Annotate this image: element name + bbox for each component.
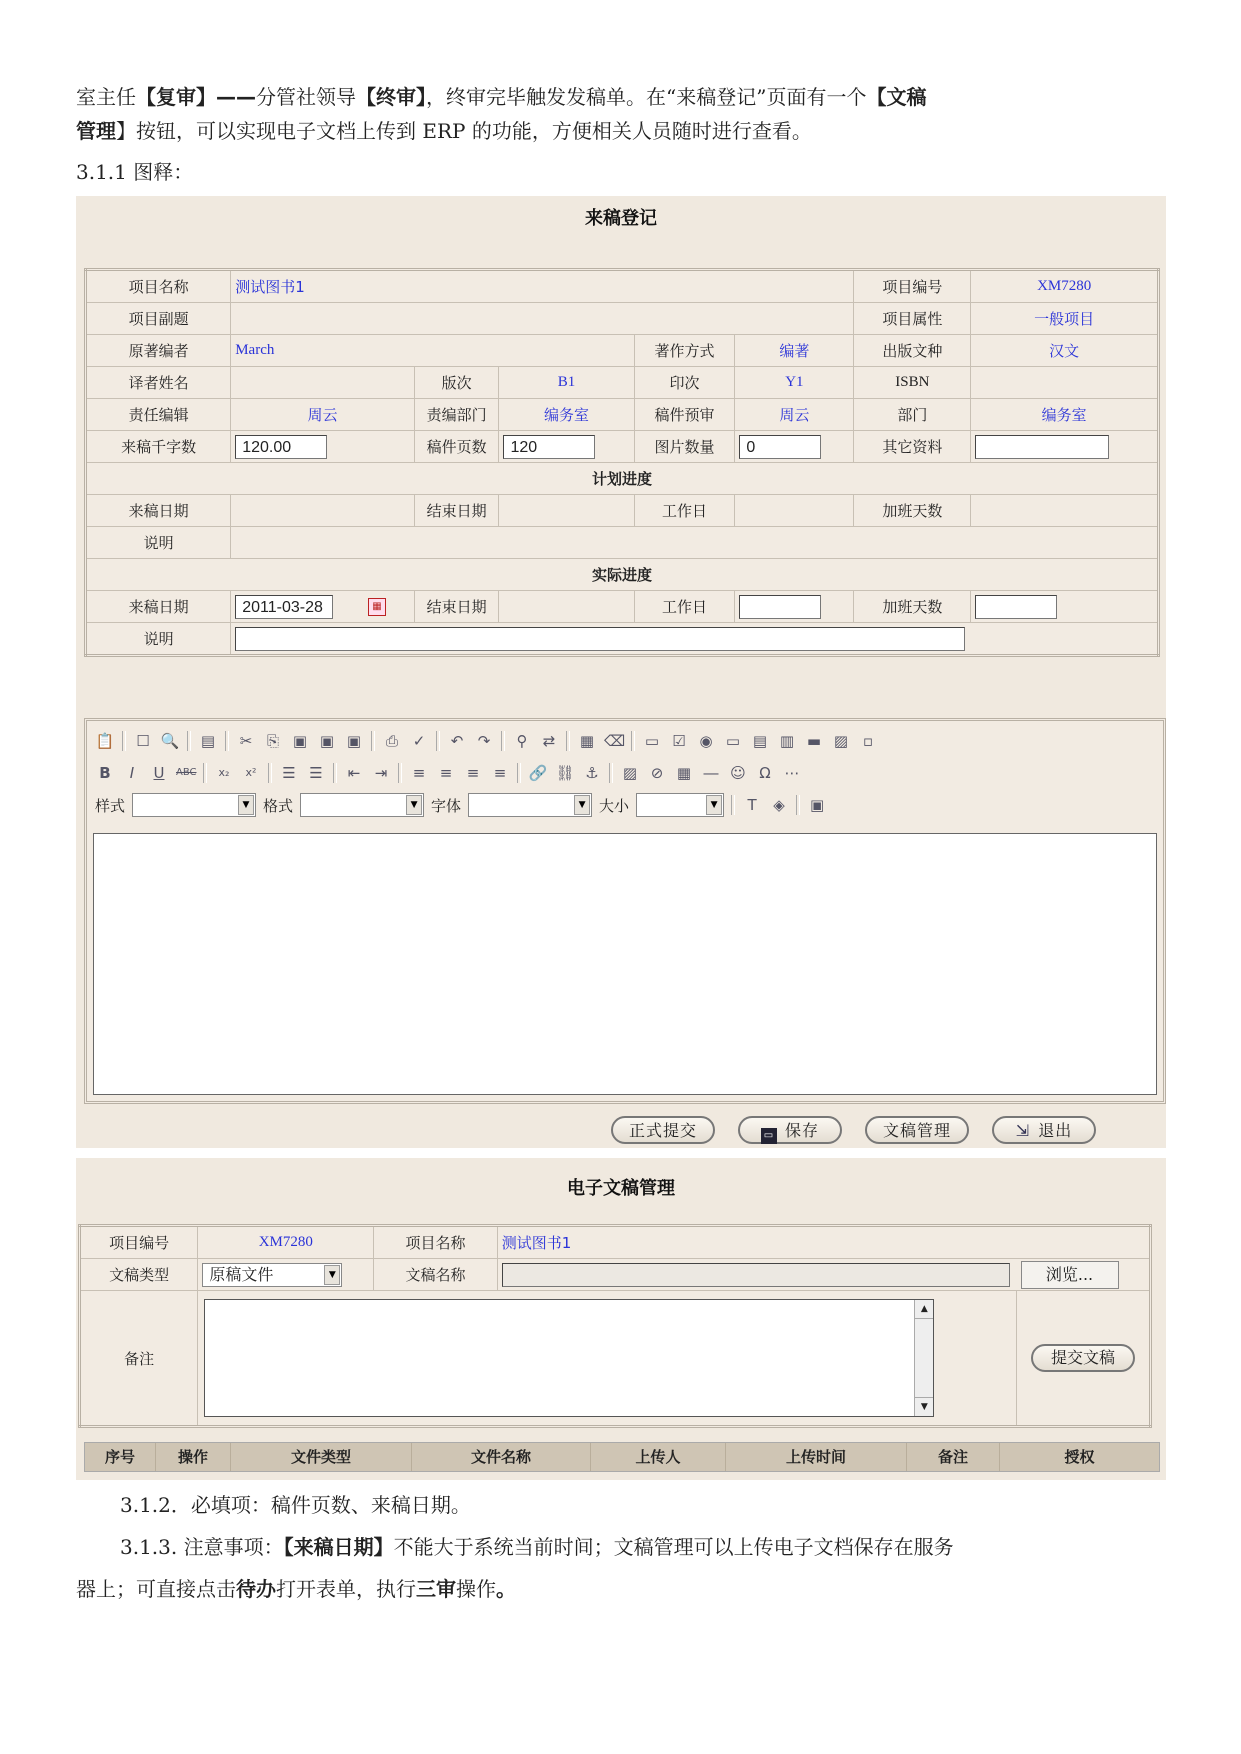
editor-content-area[interactable]: [93, 833, 1157, 1095]
manage-title: 电子文稿管理: [567, 1178, 675, 1199]
dept: 编务室: [971, 399, 1159, 431]
page-break-icon[interactable]: ⋯: [784, 764, 800, 782]
scroll-up-icon[interactable]: ▲: [915, 1300, 933, 1319]
actual-note-input[interactable]: [235, 627, 965, 651]
column-header: 上传人: [591, 1443, 726, 1471]
outdent-icon[interactable]: ⇤: [347, 764, 361, 782]
figure-caption: 3.1.1 图释：: [76, 160, 194, 184]
label: 备注: [80, 1291, 198, 1427]
actual-date-input[interactable]: 2011-03-28: [235, 595, 333, 619]
paste-special-icon[interactable]: ▣: [346, 732, 362, 750]
form-icon[interactable]: ▭: [644, 732, 660, 750]
print-icon[interactable]: ⎙: [385, 732, 398, 750]
image-button-icon[interactable]: ▨: [833, 732, 849, 750]
save-button[interactable]: [738, 1116, 842, 1144]
intro-text: ，终审完毕触发发稿单。在“来稿登记”页面有一个: [426, 85, 867, 109]
plan-end-value: [499, 495, 634, 527]
textfield-icon[interactable]: ▭: [725, 732, 741, 750]
manage-docs-button[interactable]: 文稿管理: [865, 1116, 969, 1144]
save-label: 保存: [784, 1121, 819, 1140]
required-fields-note: 3.1.2．必填项：稿件页数、来稿日期。: [120, 1493, 471, 1517]
size-select[interactable]: [636, 793, 724, 817]
style-select[interactable]: [132, 793, 256, 817]
actual-overtime-input[interactable]: [975, 595, 1057, 619]
editor-dept: 编务室: [499, 399, 634, 431]
source-icon[interactable]: ▣: [809, 796, 825, 814]
label: 说明: [86, 623, 231, 656]
label: 印次: [634, 367, 735, 399]
copy-icon[interactable]: ⎘: [266, 732, 279, 750]
notes-bold: 。: [496, 1577, 516, 1601]
project-name: 测试图书1: [231, 270, 854, 303]
label: 责编部门: [414, 399, 499, 431]
column-header: 文件类型: [231, 1443, 412, 1471]
paste-text-icon[interactable]: ▣: [292, 732, 308, 750]
label: 结束日期: [414, 495, 499, 527]
template-icon[interactable]: ▤: [200, 732, 216, 750]
manage-project-name: 测试图书1: [497, 1226, 1150, 1259]
plan-overtime-value: [971, 495, 1159, 527]
image-icon[interactable]: ▨: [622, 764, 638, 782]
column-header: 文件名称: [412, 1443, 591, 1471]
project-attr: 一般项目: [971, 303, 1159, 335]
label: 来稿千字数: [86, 431, 231, 463]
label: 责任编辑: [86, 399, 231, 431]
replace-icon[interactable]: ⇄: [542, 732, 556, 750]
label: 稿件页数: [414, 431, 499, 463]
chevron-down-icon: ▼: [324, 1265, 340, 1285]
language: 汉文: [971, 335, 1159, 367]
actual-end-value: [499, 591, 634, 623]
column-header: 序号: [85, 1443, 156, 1471]
label: 项目副题: [86, 303, 231, 335]
rule-icon[interactable]: ―: [703, 764, 719, 782]
label: 项目编号: [80, 1226, 198, 1259]
label: 结束日期: [414, 591, 499, 623]
bg-color-icon[interactable]: ◈: [773, 796, 785, 814]
pages-input[interactable]: 120: [503, 435, 595, 459]
plan-date-value: [231, 495, 415, 527]
exit-label: 退出: [1038, 1121, 1073, 1140]
editor-toolbar-row-3: [95, 791, 827, 819]
label: 来稿日期: [86, 591, 231, 623]
style-label: 样式: [95, 796, 126, 815]
chevron-down-icon: ▼: [574, 795, 590, 815]
label: 译者姓名: [86, 367, 231, 399]
notes-bold: 待办: [236, 1577, 276, 1601]
actual-section: 实际进度: [86, 559, 1159, 591]
editor-toolbar-row-2: [95, 759, 802, 787]
label: 工作日: [634, 495, 735, 527]
label: 著作方式: [634, 335, 735, 367]
unlink-icon[interactable]: ⛓: [555, 764, 575, 782]
label: 原著编者: [86, 335, 231, 367]
intro-bold: 【复审】——: [136, 85, 256, 109]
ordered-list-icon[interactable]: ☰: [282, 764, 296, 782]
label: 加班天数: [854, 495, 971, 527]
column-header: 上传时间: [726, 1443, 907, 1471]
undo-icon[interactable]: ↶: [450, 732, 464, 750]
table-icon[interactable]: ▦: [676, 764, 692, 782]
label: 项目编号: [854, 270, 971, 303]
indent-icon[interactable]: ⇥: [374, 764, 388, 782]
new-page-icon[interactable]: ☐: [136, 732, 150, 750]
align-left-icon[interactable]: ≡: [412, 764, 426, 782]
redo-icon[interactable]: ↷: [477, 732, 491, 750]
label: 来稿日期: [86, 495, 231, 527]
submit-button[interactable]: 正式提交: [611, 1116, 715, 1144]
isbn-value: [971, 367, 1159, 399]
prereview: 周云: [735, 399, 854, 431]
underline-icon[interactable]: U: [153, 764, 165, 782]
format-select[interactable]: [300, 793, 424, 817]
notes-text: 器上；可直接点击: [76, 1577, 236, 1601]
font-select[interactable]: [468, 793, 592, 817]
label: 文稿类型: [80, 1259, 198, 1291]
justify-icon[interactable]: ≡: [493, 764, 507, 782]
manage-form: [78, 1224, 1152, 1428]
strike-icon[interactable]: ABC: [176, 767, 197, 778]
label: 版次: [414, 367, 499, 399]
smiley-icon[interactable]: ☺: [730, 764, 746, 782]
hidden-field-icon[interactable]: ▫: [862, 732, 874, 750]
label: 说明: [86, 527, 231, 559]
radio-icon[interactable]: ◉: [699, 732, 713, 750]
exit-icon: ⇲: [1015, 1121, 1031, 1140]
label: 其它资料: [854, 431, 971, 463]
paste-icon[interactable]: 📋: [95, 732, 115, 750]
plan-workday-value: [735, 495, 854, 527]
chevron-down-icon: ▼: [406, 795, 422, 815]
chevron-down-icon: ▼: [706, 795, 722, 815]
other-input[interactable]: [975, 435, 1109, 459]
label: 出版文种: [854, 335, 971, 367]
label: 项目名称: [374, 1226, 497, 1259]
label: 稿件预审: [634, 399, 735, 431]
column-header: 授权: [1064, 1448, 1095, 1466]
format-label: 格式: [263, 796, 294, 815]
intro-text: 室主任: [76, 85, 136, 109]
plan-section: 计划进度: [86, 463, 1159, 495]
exit-button[interactable]: [992, 1116, 1096, 1144]
bold-icon[interactable]: B: [99, 764, 111, 782]
doc-type-value: 原稿文件: [209, 1264, 274, 1284]
italic-icon[interactable]: I: [129, 764, 135, 782]
align-center-icon[interactable]: ≡: [439, 764, 453, 782]
notes-text: 打开表单，执行: [276, 1577, 416, 1601]
label: 文稿名称: [374, 1259, 497, 1291]
notes-line-1: [120, 1530, 1170, 1564]
bullet-list-icon[interactable]: ☰: [309, 764, 323, 782]
subscript-icon[interactable]: x₂: [218, 766, 230, 779]
authorship: 编著: [735, 335, 854, 367]
label: 项目属性: [854, 303, 971, 335]
intro-text: 】按钮，可以实现电子文档上传到 ERP 的功能，方便相关人员随时进行查看。: [116, 119, 812, 143]
editor: 周云: [231, 399, 415, 431]
font-label: 字体: [431, 796, 462, 815]
intro-text: 分管社领导: [256, 85, 356, 109]
paste-word-icon[interactable]: ▣: [319, 732, 335, 750]
scroll-down-icon[interactable]: ▼: [915, 1397, 933, 1416]
translator-value: [231, 367, 415, 399]
doc-type-select[interactable]: [202, 1263, 342, 1287]
notes-text: 3.1.3. 注意事项：: [120, 1535, 284, 1559]
column-header: 操作: [156, 1443, 231, 1471]
chevron-down-icon: ▼: [238, 795, 254, 815]
size-label: 大小: [599, 796, 630, 815]
floppy-disk-icon: ▭: [761, 1128, 777, 1144]
notes-line-2: [76, 1572, 1166, 1606]
column-header: 备注: [907, 1443, 1000, 1471]
label: 加班天数: [854, 591, 971, 623]
registration-form: [84, 268, 1160, 657]
textarea-icon[interactable]: ▤: [752, 732, 768, 750]
intro-line-2: [76, 114, 1166, 148]
actual-workday-input[interactable]: [739, 595, 821, 619]
notes-bold: 三审: [416, 1577, 456, 1601]
cut-icon[interactable]: ✂: [239, 732, 253, 750]
file-list-header: [84, 1442, 1160, 1472]
intro-bold: 管理: [76, 119, 116, 143]
edition: B1: [499, 367, 634, 399]
notes-text: 操作: [456, 1577, 496, 1601]
print-run: Y1: [735, 367, 854, 399]
select-all-icon[interactable]: ▦: [579, 732, 595, 750]
subtitle-value: [231, 303, 854, 335]
preview-icon[interactable]: 🔍: [160, 732, 180, 750]
doc-name-input[interactable]: [502, 1263, 1010, 1287]
remark-textarea[interactable]: [204, 1299, 934, 1417]
submit-doc-button[interactable]: 提交文稿: [1031, 1344, 1135, 1372]
align-right-icon[interactable]: ≡: [466, 764, 480, 782]
select-icon[interactable]: ▥: [779, 732, 795, 750]
checkbox-icon[interactable]: ☑: [672, 732, 686, 750]
notes-text: 不能大于系统当前时间；文稿管理可以上传电子文档保存在服务: [393, 1535, 954, 1559]
intro-bold: 【终审】: [356, 85, 426, 109]
plan-note-value: [231, 527, 1159, 559]
registration-title: 来稿登记: [585, 208, 657, 229]
intro-bold: 【文稿: [866, 85, 927, 109]
find-icon[interactable]: ⚲: [516, 732, 528, 750]
text-color-icon[interactable]: T: [747, 796, 757, 814]
anchor-icon[interactable]: ⚓: [585, 764, 599, 782]
manage-project-no: XM7280: [198, 1226, 374, 1259]
label: ISBN: [854, 367, 971, 399]
spellcheck-icon[interactable]: ✓: [412, 732, 426, 750]
label: 项目名称: [86, 270, 231, 303]
images-input[interactable]: 0: [739, 435, 821, 459]
label: 部门: [854, 399, 971, 431]
project-no: XM7280: [971, 270, 1159, 303]
flash-icon[interactable]: ⊘: [650, 764, 664, 782]
special-char-icon[interactable]: Ω: [759, 764, 771, 782]
label: 工作日: [634, 591, 735, 623]
browse-button[interactable]: 浏览...: [1021, 1261, 1119, 1289]
author: March: [231, 335, 634, 367]
label: 图片数量: [634, 431, 735, 463]
kchars-input[interactable]: 120.00: [235, 435, 327, 459]
button-icon[interactable]: ▬: [806, 732, 822, 750]
remark-scrollbar[interactable]: [914, 1300, 933, 1416]
editor-toolbar-row-1: [95, 727, 878, 755]
superscript-icon[interactable]: x²: [245, 766, 257, 779]
rich-text-editor: [84, 718, 1166, 1104]
notes-bold: 【来稿日期】: [283, 1535, 394, 1559]
calendar-icon[interactable]: ▦: [368, 598, 386, 616]
intro-line-1: [76, 80, 1166, 114]
link-icon[interactable]: 🔗: [528, 764, 548, 782]
eraser-icon[interactable]: ⌫: [604, 732, 626, 750]
